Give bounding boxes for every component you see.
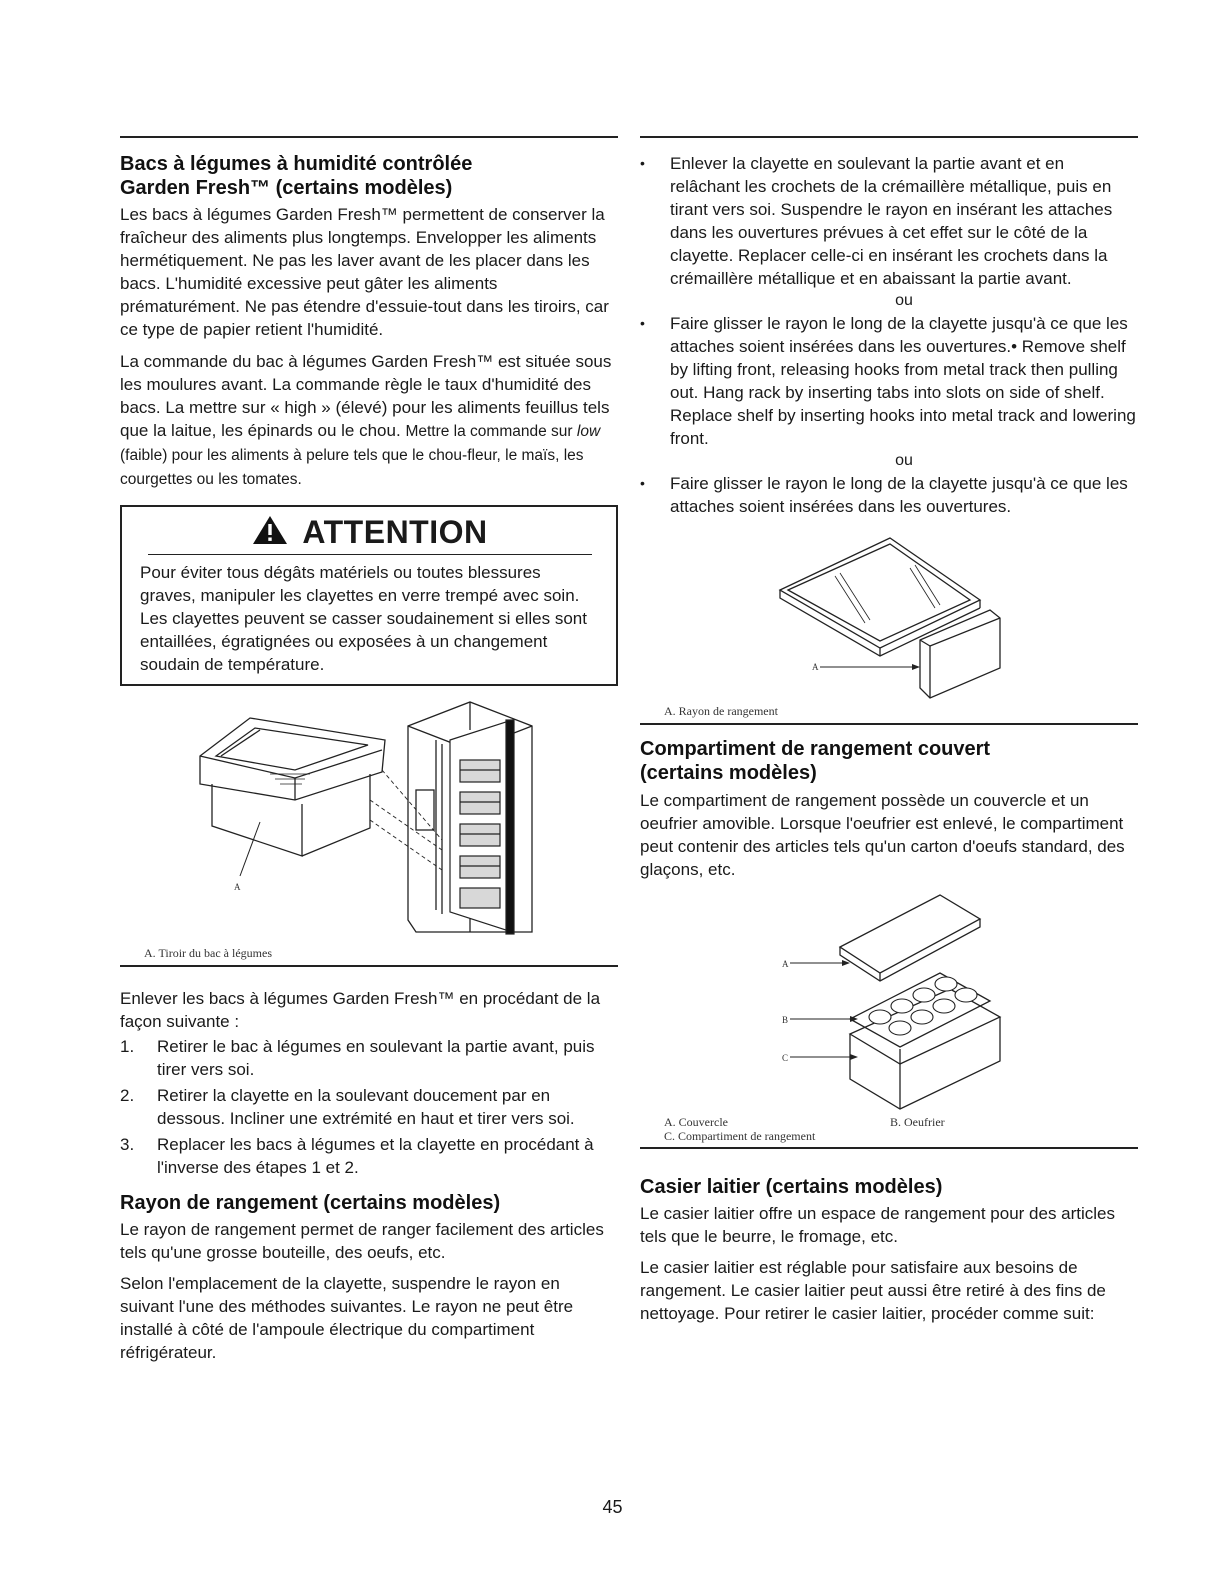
rack-figure-caption: A. Rayon de rangement — [664, 704, 778, 718]
para-dairy-intro: Le casier laitier offre un espace de rangement pour des articles tels que le beurre, le fromage, etc. — [640, 1204, 1116, 1246]
svg-text:A: A — [234, 882, 241, 892]
left-column — [120, 136, 618, 1364]
right-column — [640, 136, 1138, 1325]
para-rack-methods: Selon l'emplacement de la clayette, suspendre le rayon en suivant l'une des méthodes suivantes. Le rayon ne peut être installé à côté de l'ampoule électrique du compartiment réfrigérateur. — [120, 1274, 574, 1362]
svg-text:B: B — [782, 1015, 789, 1025]
step-item: 1. Retirer le bac à légumes en soulevant la partie avant, puis tirer vers soi. — [120, 1037, 595, 1079]
remove-crisper-intro: Enlever les bacs à légumes Garden Fresh™ en procédant de la façon suivante : — [120, 989, 601, 1031]
heading-covered-storage: Compartiment de rangement couvert (certains modèles) — [640, 738, 991, 784]
figure2-rule — [640, 723, 1138, 725]
top-rule-right — [640, 136, 1138, 138]
svg-text:A: A — [812, 662, 819, 672]
rack-methods-list — [640, 152, 1138, 290]
svg-text:A: A — [782, 959, 789, 969]
heading-crisper-line2: Garden Fresh™ (certains modèles) — [120, 177, 453, 199]
figure1-rule — [120, 965, 618, 967]
storage-rack-illustration — [640, 528, 1138, 708]
crisper-drawer-illustration — [120, 700, 618, 950]
or-separator: ou — [895, 292, 913, 309]
attention-text: Pour éviter tous dégâts matériels ou toutes blessures graves, manipuler les clayettes en verre trempé avec soin. Les clayettes peuvent se casser soudainement si elles sont entaillées, égratignées ou exposées à un changement soudain de température. — [140, 563, 587, 674]
crisper-figure-caption: A. Tiroir du bac à légumes — [144, 946, 272, 960]
step-item: 2. Retirer la clayette en la soulevant doucement par en dessous. Incliner une extrémité en haut et tirer vers soi. — [120, 1086, 575, 1128]
warning-icon — [252, 515, 288, 545]
or-separator: ou — [895, 452, 913, 469]
covered-compartment-illustration — [640, 889, 1138, 1119]
compartment-figure-caption: A. Couvercle B. Oeufrier C. Compartiment de rangement — [664, 1115, 945, 1143]
method-item: • Faire glisser le rayon le long de la clayette jusqu'à ce que les attaches soient insérées dans les ouvertures. — [640, 472, 1138, 518]
attention-heading: ATTENTION — [140, 513, 600, 551]
para-dairy-adjust: Le casier laitier est réglable pour satisfaire aux besoins de rangement. Le casier laitier peut aussi être retiré à des fins de nettoyage. Pour retirer le casier laitier, procéder comme suit: — [640, 1258, 1106, 1323]
svg-text:C: C — [782, 1053, 789, 1063]
heading-dairy-bin: Casier laitier (certains modèles) — [640, 1176, 943, 1198]
para-rack-intro: Le rayon de rangement permet de ranger facilement des articles tels qu'une grosse bouteille, des oeufs, etc. — [120, 1220, 604, 1262]
heading-storage-rack: Rayon de rangement (certains modèles) — [120, 1192, 501, 1214]
page-number: 45 — [602, 1497, 623, 1517]
para-crisper-control: La commande du bac à légumes Garden Fresh™ est située sous les moulures avant. La commande règle le taux d'humidité des bacs. La mettre sur « high » (élevé) pour les aliments feuillus tels que la laitue, les épinards ou le chou. Mettre la commande sur low (faible) pour les aliments à pelure tels que le chou-fleur, le maïs, les courgettes ou les tomates. — [120, 352, 612, 488]
remove-steps-list — [120, 1035, 618, 1179]
method-item: • Enlever la clayette en soulevant la partie avant et en relâchant les crochets de la crémaillère métallique, puis en tirant vers soi. Suspendre le rayon en insérant les attaches dans les ouvertures prévues à cet effet sur le côté de la clayette. Replacer celle-ci en insérant les crochets dans la crémaillère métallique et en abaissant la partie avant. — [640, 152, 1138, 290]
para-crisper-intro: Les bacs à légumes Garden Fresh™ permettent de conserver la fraîcheur des aliments plus longtemps. Envelopper les aliments hermétiquement. Ne pas les laver avant de les placer dans les bacs. L'humidité excessive peut gâter les aliments prématurément. Ne pas étendre d'essuie-tout dans les tiroirs, car ce type de papier retient l'humidité. — [120, 205, 609, 339]
figure3-rule — [640, 1147, 1138, 1149]
attention-box — [120, 505, 618, 686]
heading-crisper-line1: Bacs à légumes à humidité contrôlée — [120, 153, 473, 175]
heading-crisper — [120, 152, 618, 200]
para-covered-storage: Le compartiment de rangement possède un couvercle et un oeufrier amovible. Lorsque l'oeufrier est enlevé, le compartiment peut contenir des articles tels qu'un carton d'oeufs standard, des glaçons, etc. — [640, 791, 1125, 879]
method-item: • Faire glisser le rayon le long de la clayette jusqu'à ce que les attaches soient insérées dans les ouvertures.• Remove shelf by lifting front, releasing hooks from metal track then pulling out. Hang rack by inserting tabs into slots on side of shelf. Replace shelf by inserting hooks into metal track and lowering front. — [640, 312, 1138, 450]
step-item: 3. Replacer les bacs à légumes et la clayette en procédant à l'inverse des étapes 1 et 2. — [120, 1135, 594, 1177]
